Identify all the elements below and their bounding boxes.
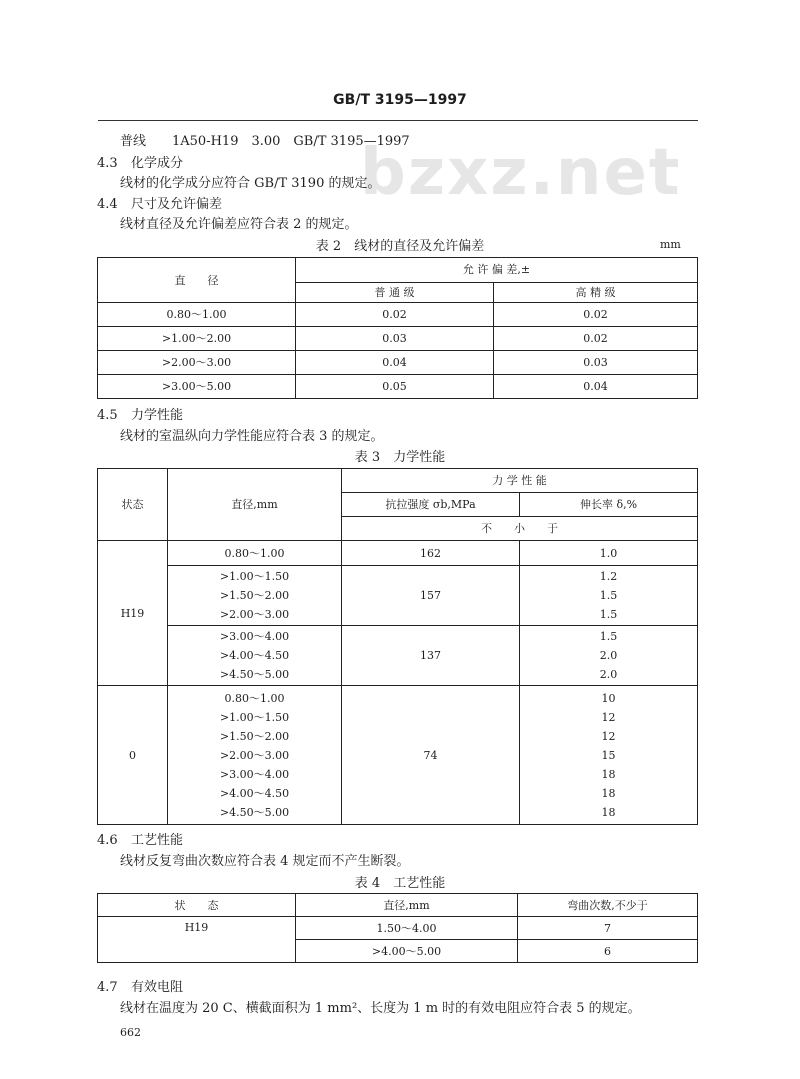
intro-line: 普线 1A50-H19 3.00 GB/T 3195—1997 [120,134,410,149]
diameter-value: >3.00～4.00 [219,630,290,643]
table2-cell-high: 0.02 [494,327,698,351]
elongation-value: 12 [601,710,616,724]
section-number: 4.3 [97,156,118,171]
table3-cell-diameter: 0.80～1.00 [168,541,342,566]
table3-state-0: 0 [98,686,168,825]
section-title: 化学成分 [131,156,184,171]
elongation-value: 1.5 [599,630,618,643]
table3-header-elongation: 伸长率 δ,% [520,493,698,517]
elongation-value: 18 [601,767,616,781]
section-title: 有效电阻 [131,980,184,995]
table3-header-diameter: 直径,mm [168,469,342,541]
table3-cell-tensile: 162 [342,541,520,566]
table4-state: H19 [98,917,296,963]
header-divider [98,120,698,121]
table3 [97,468,698,825]
section-text-4-6: 线材反复弯曲次数应符合表 4 规定而不产生断裂。 [120,854,410,869]
section-heading-4-6 [97,829,183,848]
table2-cell-normal: 0.03 [296,327,494,351]
section-heading-4-5 [97,404,183,423]
diameter-value: >1.50～2.00 [219,729,290,743]
table3-caption: 表 3 力学性能 [354,450,446,465]
table-row [98,541,698,566]
table2 [97,257,698,399]
table-row [98,375,698,399]
table3-cell-elongation: 1.0 [520,541,698,566]
elongation-value: 18 [601,786,616,800]
table3-cell-diameter-group [168,686,342,825]
table2-cell-high: 0.04 [494,375,698,399]
table-row [98,327,698,351]
table-row [98,566,698,626]
diameter-value: >1.00～1.50 [219,570,290,583]
table2-cell-diameter: >3.00～5.00 [98,375,296,399]
table2-cell-normal: 0.04 [296,351,494,375]
table3-cell-tensile: 157 [342,566,520,626]
table3-header-state: 状态 [98,469,168,541]
table3-cell-elongation-group [520,566,698,626]
table4-cell-bend: 6 [518,940,698,963]
table2-cell-normal: 0.05 [296,375,494,399]
section-text-4-7: 线材在温度为 20 C、横截面积为 1 mm²、长度为 1 m 时的有效电阻应符合表 5 的规定。 [120,1001,641,1016]
table2-cell-diameter: >2.00～3.00 [98,351,296,375]
section-title: 力学性能 [131,408,184,423]
diameter-value: >4.00～4.50 [219,649,290,662]
section-number: 4.6 [97,833,118,848]
table2-unit: mm [660,238,681,251]
table4-header-diameter: 直径,mm [296,894,518,917]
table3-cell-diameter-group [168,566,342,626]
table2-cell-diameter: >1.00～2.00 [98,327,296,351]
section-title: 工艺性能 [131,833,184,848]
page-header-title: GB/T 3195—1997 [333,92,467,108]
diameter-value: >2.00～3.00 [219,608,290,621]
table4-header-bend: 弯曲次数,不少于 [518,894,698,917]
section-text-4-4: 线材直径及允许偏差应符合表 2 的规定。 [120,217,358,232]
page-number: 662 [120,1026,141,1039]
table2-caption: 表 2 线材的直径及允许偏差 [315,239,485,254]
table2-cell-high: 0.02 [494,303,698,327]
elongation-value: 2.0 [599,649,618,662]
table3-cell-tensile: 137 [342,626,520,686]
elongation-value: 12 [601,729,616,743]
section-text-4-5: 线材的室温纵向力学性能应符合表 3 的规定。 [120,429,384,444]
table3-header-tensile: 抗拉强度 σb,MPa [342,493,520,517]
table4-cell-diameter: >4.00～5.00 [296,940,518,963]
elongation-value: 1.2 [599,570,618,583]
table2-header-tolerance: 允 许 偏 差,± [296,258,698,283]
table2-header-diameter: 直 径 [98,258,296,303]
elongation-value: 1.5 [599,589,618,602]
table3-cell-elongation-group [520,686,698,825]
section-heading-4-7 [97,976,183,995]
elongation-value: 2.0 [599,668,618,681]
section-heading-4-4 [97,193,222,212]
diameter-value: >1.00～1.50 [219,710,290,724]
diameter-value: 0.80～1.00 [224,691,285,705]
diameter-value: >1.50～2.00 [219,589,290,602]
section-number: 4.4 [97,197,118,212]
table2-header-high: 高 精 级 [494,282,698,302]
elongation-value: 18 [601,805,616,819]
table2-cell-normal: 0.02 [296,303,494,327]
table4-header-state: 状 态 [98,894,296,917]
table-row [98,917,698,940]
table3-state-h19: H19 [98,541,168,686]
section-number: 4.7 [97,980,118,995]
elongation-value: 15 [601,748,616,762]
diameter-value: >3.00～4.00 [219,767,290,781]
table3-cell-diameter-group [168,626,342,686]
diameter-value: >4.50～5.00 [219,805,290,819]
table3-header-mechanical: 力 学 性 能 [342,469,698,493]
section-title: 尺寸及允许偏差 [131,197,223,212]
section-heading-4-3 [97,152,183,171]
table-row [98,686,698,825]
table-row [98,626,698,686]
table-row [98,303,698,327]
table3-cell-tensile: 74 [342,686,520,825]
section-number: 4.5 [97,408,118,423]
table4 [97,893,698,963]
table2-cell-diameter: 0.80～1.00 [98,303,296,327]
table2-cell-high: 0.03 [494,351,698,375]
diameter-value: >4.50～5.00 [219,668,290,681]
table4-cell-diameter: 1.50～4.00 [296,917,518,940]
table-row [98,351,698,375]
table3-header-minimum: 不 小 于 [342,517,698,541]
table4-cell-bend: 7 [518,917,698,940]
elongation-value: 1.5 [599,608,618,621]
table2-header-normal: 普 通 级 [296,282,494,302]
elongation-value: 10 [601,691,616,705]
table4-caption: 表 4 工艺性能 [354,876,446,891]
table3-cell-elongation-group [520,626,698,686]
diameter-value: >2.00～3.00 [219,748,290,762]
section-text-4-3: 线材的化学成分应符合 GB/T 3190 的规定。 [120,176,381,191]
diameter-value: >4.00～4.50 [219,786,290,800]
watermark-logo: bzxz.net [360,136,682,210]
